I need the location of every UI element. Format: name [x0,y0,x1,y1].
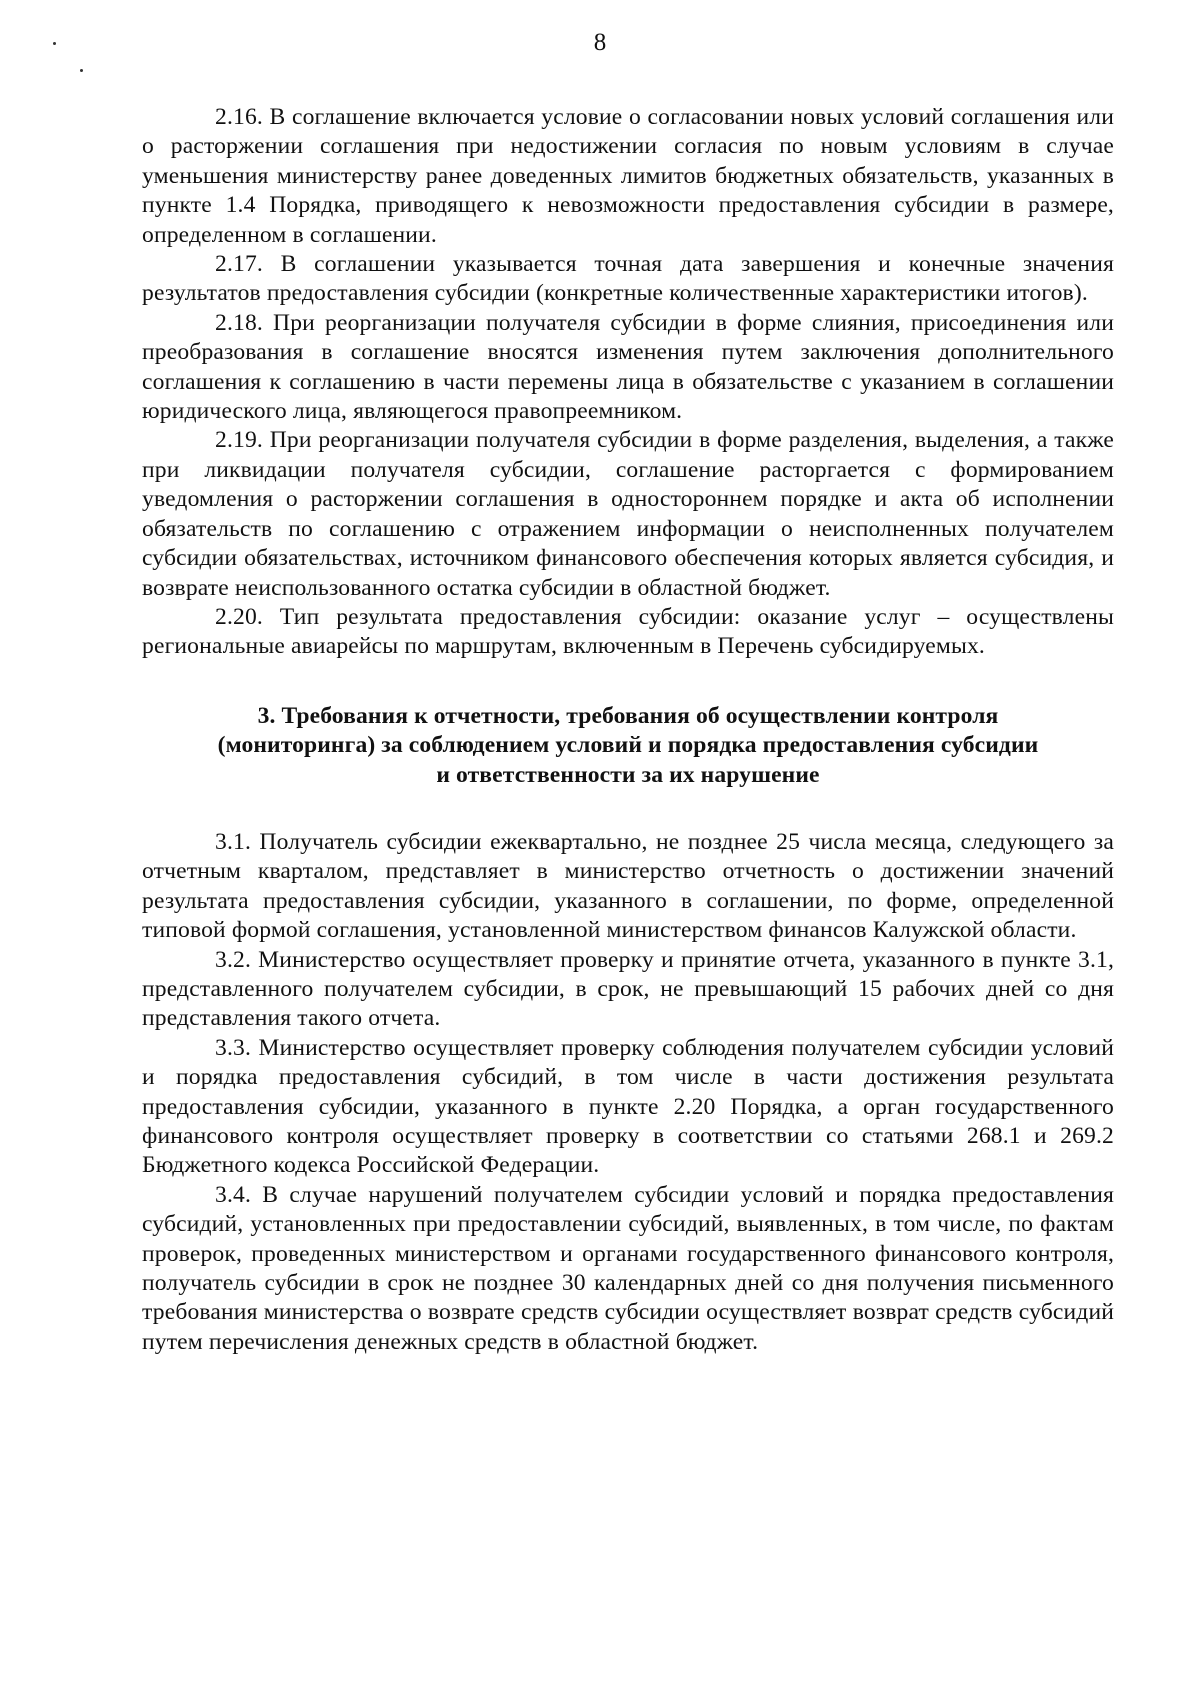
paragraph-3-4: 3.4. В случае нарушений получателем субсидии условий и порядка предоставления субсидий, установленных при предоставлении субсидий, выявленных, в том числе, по фактам проверок, проведенных министерством и органами государственного финансового контроля, получатель субсидии в срок не позднее 30 календарных дней со дня получения письменного требования министерства о возврате средств субсидии осуществляет возврат средств субсидий путем перечисления денежных средств в областной бюджет. [142,1181,1114,1355]
paragraph-3-2: 3.2. Министерство осуществляет проверку и принятие отчета, указанного в пункте 3.1, представленного получателем субсидии, в срок, не превышающий 15 рабочих дней со дня представления такого отчета. [142,946,1114,1032]
document-body [142,103,1114,1357]
paragraph-3-3: 3.3. Министерство осуществляет проверку соблюдения получателем субсидии условий и порядка предоставления субсидий, в том числе в части достижения результата предоставления субсидии, указанного в пункте 2.20 Порядка, а орган государственного финансового контроля осуществляет проверку в соответствии со статьями 268.1 и 269.2 Бюджетного кодекса Российской Федерации. [142,1034,1114,1179]
paragraph-3-1: 3.1. Получатель субсидии ежеквартально, не позднее 25 числа месяца, следующего за отчетным кварталом, представляет в министерство отчетность о достижении значений результата предоставления субсидии, указанного в соглашении, по форме, определенной типовой формой соглашения, установленной министерством финансов Калужской области. [142,828,1114,944]
paragraph-2-20: 2.20. Тип результата предоставления субсидии: оказание услуг – осуществлены региональные авиарейсы по маршрутам, включенным в Перечень субсидируемых. [142,603,1114,660]
paragraph-2-19: 2.19. При реорганизации получателя субсидии в форме разделения, выделения, а также при ликвидации получателя субсидии, соглашение расторгается с формированием уведомления о расторжении соглашения в одностороннем порядке и акта об исполнении обязательств по соглашению с отражением информации о неисполненных получателем субсидии обязательствах, источником финансового обеспечения которых является субсидия, и возврате неиспользованного остатка субсидии в областной бюджет. [142,427,1114,601]
paragraph-2-17: 2.17. В соглашении указывается точная дата завершения и конечные значения результатов предоставления субсидии (конкретные количественные характеристики итогов). [142,251,1114,307]
page-number: 8 [593,29,607,56]
section-3-heading-line: 3. Требования к отчетности, требования об осуществлении контроля [257,702,999,729]
scan-speck [53,42,56,45]
paragraph-2-18: 2.18. При реорганизации получателя субсидии в форме слияния, присоединения или преобразования в соглашение вносятся изменения путем заключения дополнительного соглашения к соглашению в части перемены лица в обязательстве с указанием в соглашении юридического лица, являющегося правопреемником. [142,309,1114,425]
section-3-heading-line: и ответственности за их нарушение [436,761,820,788]
section-3-heading-line: (мониторинга) за соблюдением условий и порядка предоставления субсидии [217,732,1039,759]
scan-speck [80,69,83,72]
section-3-heading [142,702,1114,790]
paragraph-2-16: 2.16. В соглашение включается условие о согласовании новых условий соглашения или о расторжении соглашения при недостижении согласия по новым условиям в случае уменьшения министерству ранее доведенных лимитов бюджетных обязательств, указанных в пункте 1.4 Порядка, приводящего к невозможности предоставления субсидии в размере, определенном в соглашении. [142,104,1114,248]
